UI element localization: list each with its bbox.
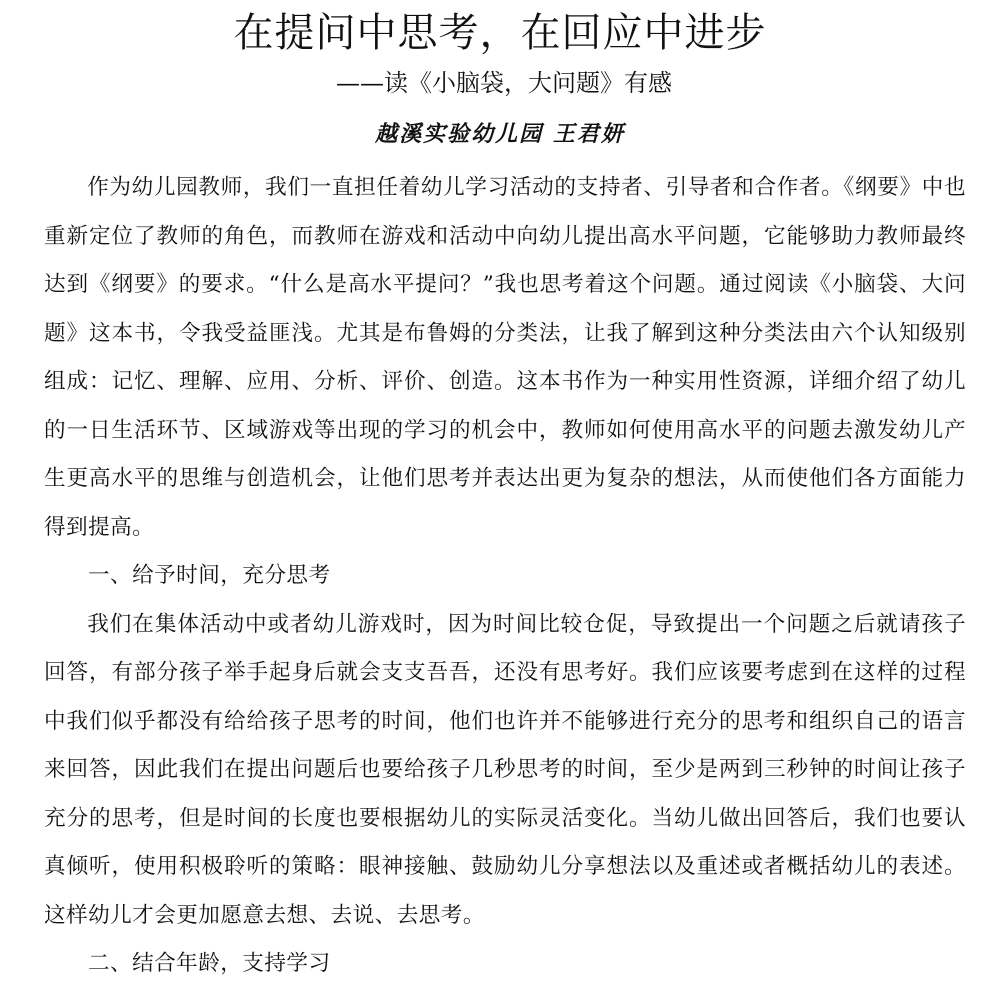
- document-subtitle: ——读《小脑袋，大问题》有感: [336, 69, 672, 97]
- section-heading-1: 一、给予时间，充分思考: [88, 563, 331, 588]
- intro-paragraph: 作为幼儿园教师，我们一直担任着幼儿学习活动的支持者、引导者和合作者。《纲要》中也重新定位了教师的角色，而教师在游戏和活动中向幼儿提出高水平问题，它能够助力教师最终达到《纲要》的要求。“什么是高水平提问？”我也思考着这个问题。通过阅读《小脑袋、大问题》这本书，令我受益匪浅。尤其是布鲁姆的分类法，让我了解到这种分类法由六个认知级别组成：记忆、理解、应用、分析、评价、创造。这本书作为一种实用性资源，详细介绍了幼儿的一日生活环节、区域游戏等出现的学习的机会中，教师如何使用高水平的问题去激发幼儿产生更高水平的思维与创造机会，让他们思考并表达出更为复杂的想法，从而使他们各方面能力得到提高。: [44, 175, 966, 540]
- author-line: 越溪实验幼儿园 王君妍: [375, 121, 625, 147]
- article-body: [44, 164, 966, 989]
- document-title: 在提问中思考，在回应中进步: [233, 10, 767, 56]
- section-1-paragraph: 我们在集体活动中或者幼儿游戏时，因为时间比较仓促，导致提出一个问题之后就请孩子回答，有部分孩子举手起身后就会支支吾吾，还没有思考好。我们应该要考虑到在这样的过程中我们似乎都没有给给孩子思考的时间，他们也许并不能够进行充分的思考和组织自己的语言来回答，因此我们在提出问题后也要给孩子几秒思考的时间，至少是两到三秒钟的时间让孩子充分的思考，但是时间的长度也要根据幼儿的实际灵活变化。当幼儿做出回答后，我们也要认真倾听，使用积极聆听的策略：眼神接触、鼓励幼儿分享想法以及重述或者概括幼儿的表述。这样幼儿才会更加愿意去想、去说、去思考。: [44, 611, 966, 928]
- section-heading-2: 二、结合年龄，支持学习: [88, 951, 331, 976]
